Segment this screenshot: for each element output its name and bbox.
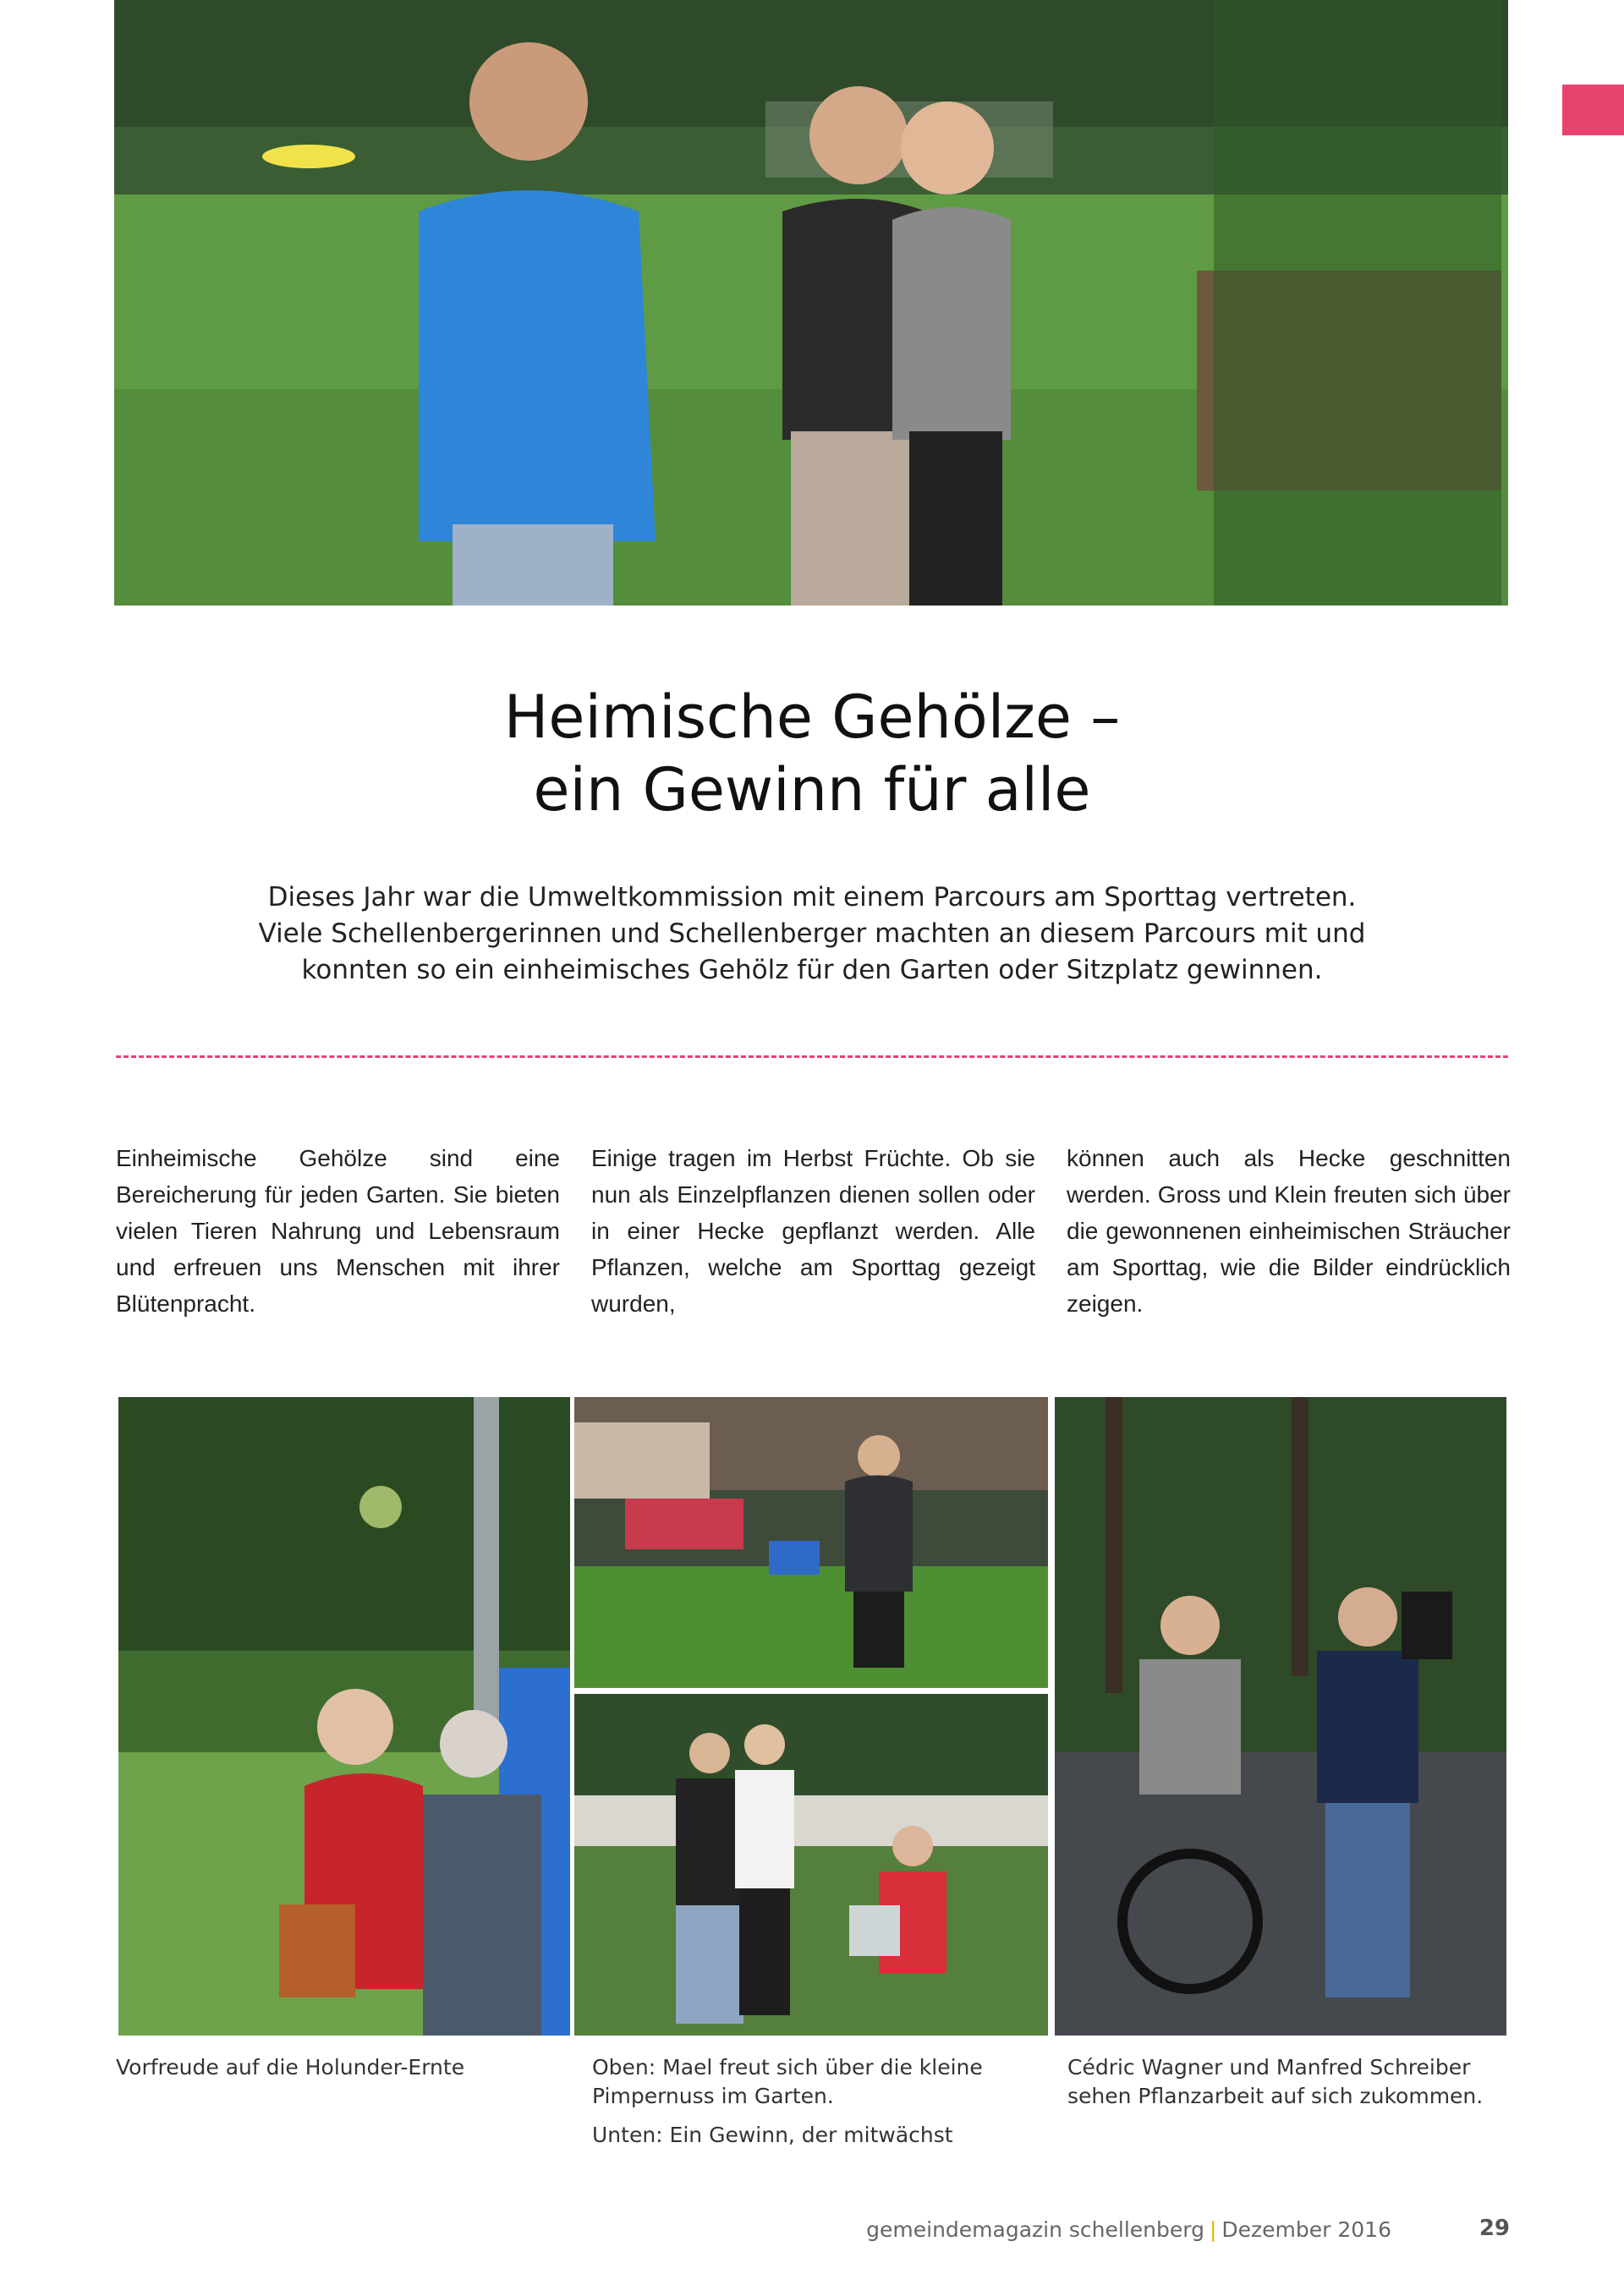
photo-mael-graphic (574, 1397, 1048, 1688)
photo-holunder-graphic (118, 1397, 570, 2036)
page-number: 29 (1479, 2216, 1510, 2241)
photo-mael-garden (574, 1397, 1048, 1688)
page-footer (846, 2217, 1391, 2242)
photo-holunder (118, 1397, 570, 2036)
photo-bike-pair (1055, 1397, 1506, 2036)
hero-photo (114, 0, 1508, 606)
body-column-3: können auch als Hecke geschnitten werden. Gross und Klein freuten sich über die gewonnenen einheimischen Sträucher am Sporttag, wie die Bilder eindrücklich zeigen. (1067, 1145, 1511, 1317)
caption-mael: Oben: Mael freut sich über die kleine Pimpernuss im Garten. (592, 2055, 983, 2108)
article-lead: Dieses Jahr war die Umweltkommission mit einem Parcours am Sporttag vertreten. Viele Schellenbergerinnen und Schellenberger machten an diesem Parcours mit und konnten so ein einheimisches Gehölz für den Garten oder Sitzplatz gewinnen. (258, 882, 1366, 985)
caption-middle (592, 2053, 1049, 2160)
caption-holunder: Vorfreude auf die Holunder-Ernte (116, 2055, 465, 2080)
caption-winners: Unten: Ein Gewinn, der mitwächst (592, 2123, 953, 2147)
body-column-1: Einheimische Gehölze sind eine Bereicherung für jeden Garten. Sie bieten vielen Tieren Nahrung und Lebensraum und erfreuen uns Menschen mit ihrer Blütenpracht. (116, 1145, 560, 1317)
title-line-2: ein Gewinn für alle (533, 755, 1091, 825)
footer-issue: Dezember 2016 (1221, 2217, 1391, 2242)
hero-photo-graphic (114, 0, 1508, 606)
photo-girls-graphic (574, 1694, 1048, 2036)
article-title (0, 681, 1624, 826)
section-tab-marker (1562, 85, 1624, 135)
caption-right (1067, 2053, 1516, 2121)
footer-separator: | (1209, 2217, 1217, 2242)
photo-girls-winners (574, 1694, 1048, 2036)
caption-left (116, 2053, 564, 2092)
footer-magazine: gemeindemagazin schellenberg (866, 2217, 1204, 2242)
photo-bike-graphic (1055, 1397, 1506, 2036)
title-line-1: Heimische Gehölze – (503, 682, 1121, 752)
caption-bike: Cédric Wagner und Manfred Schreiber sehen Pflanzarbeit auf sich zukommen. (1067, 2055, 1484, 2108)
body-column-2: Einige tragen im Herbst Früchte. Ob sie nun als Einzelpflanzen dienen sollen oder in einer Hecke gepflanzt werden. Alle Pflanzen, welche am Sporttag gezeigt wurden, (591, 1145, 1035, 1317)
dashed-divider (116, 1055, 1508, 1058)
